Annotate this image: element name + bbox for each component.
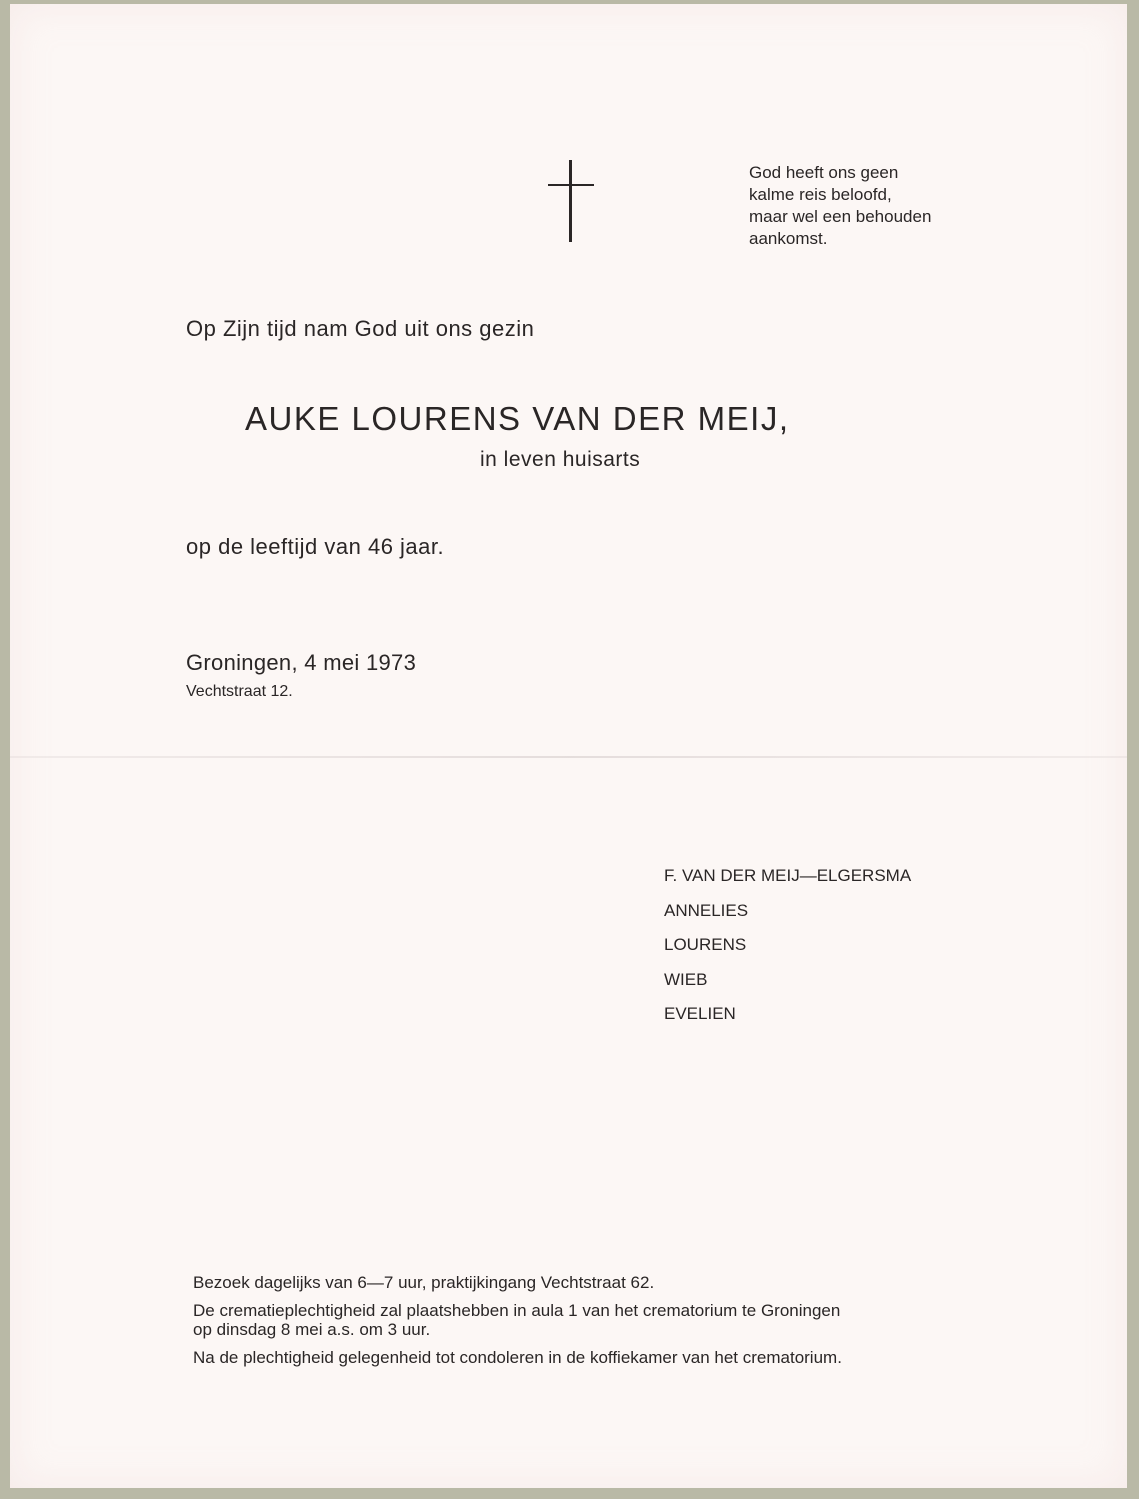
verse-line: God heeft ons geen bbox=[749, 163, 899, 182]
family-member: F. VAN DER MEIJ—ELGERSMA bbox=[664, 866, 912, 885]
age-text: op de leeftijd van 46 jaar. bbox=[186, 534, 445, 559]
verse-line: maar wel een behouden bbox=[749, 207, 932, 226]
cremation-info-line1: De crematieplechtigheid zal plaatshebben in aula 1 van het crematorium te Groningen bbox=[193, 1301, 841, 1320]
verse-line: aankomst. bbox=[749, 229, 828, 248]
intro-text: Op Zijn tijd nam God uit ons gezin bbox=[186, 316, 535, 341]
cremation-info-line2: op dinsdag 8 mei a.s. om 3 uur. bbox=[193, 1320, 431, 1339]
occupation: in leven huisarts bbox=[480, 448, 641, 471]
cross-icon bbox=[548, 160, 594, 242]
family-member: WIEB bbox=[664, 969, 708, 989]
family-member: ANNELIES bbox=[664, 900, 749, 920]
address: Vechtstraat 12. bbox=[186, 683, 293, 700]
family-list bbox=[664, 864, 911, 1037]
condolence-info: Na de plechtigheid gelegenheid tot condoleren in de koffiekamer van het crematorium. bbox=[193, 1348, 842, 1367]
paper-fold-line bbox=[10, 756, 1127, 758]
deceased-name: AUKE LOURENS VAN DER MEIJ, bbox=[245, 400, 790, 437]
verse-line: kalme reis beloofd, bbox=[749, 185, 892, 204]
death-notice-card bbox=[10, 4, 1127, 1488]
family-member: LOURENS bbox=[664, 935, 747, 954]
place-date: Groningen, 4 mei 1973 bbox=[186, 650, 417, 675]
funeral-details bbox=[193, 1273, 842, 1376]
family-member: EVELIEN bbox=[664, 1004, 736, 1023]
visit-info: Bezoek dagelijks van 6—7 uur, praktijkingang Vechtstraat 62. bbox=[193, 1273, 655, 1292]
bible-verse bbox=[749, 162, 931, 250]
